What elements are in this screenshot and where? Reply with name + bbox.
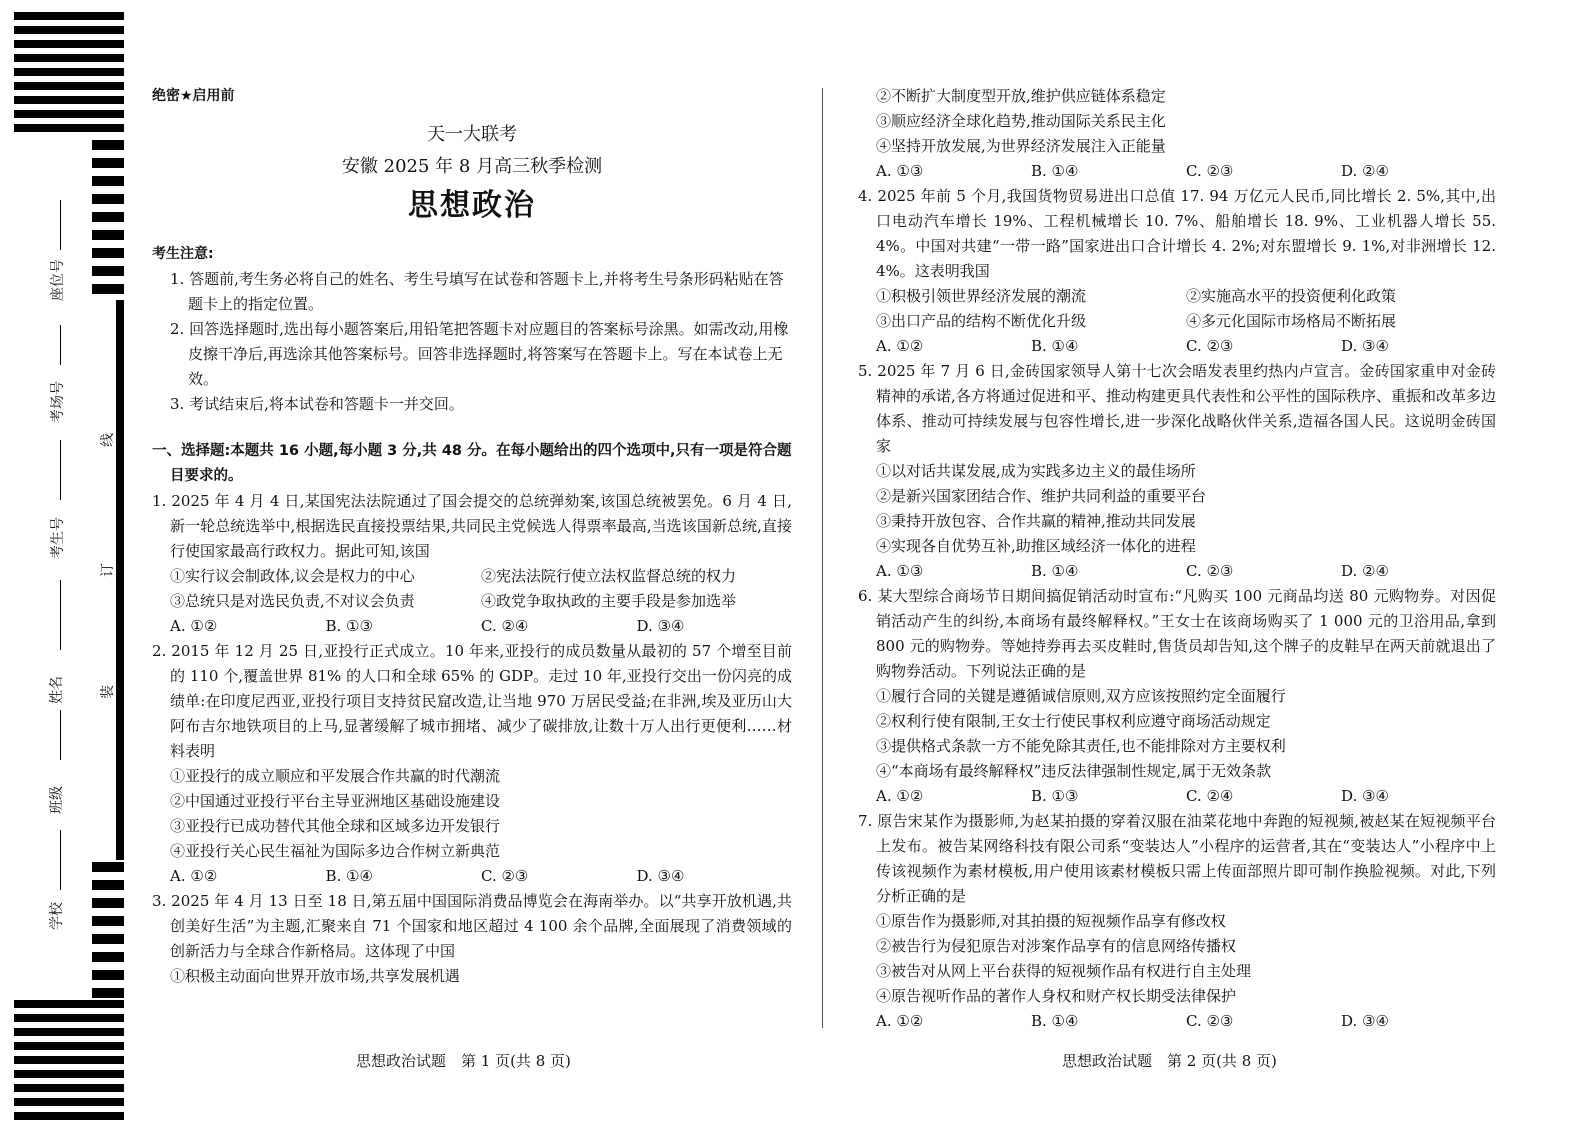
statement-option: ①以对话共谋发展,成为实践多边主义的最佳场所 (876, 462, 1196, 480)
exam-organizer: 天一大联考 (427, 124, 517, 145)
question-stem: 3. 2025 年 4 月 13 日至 18 日,第五届中国国际消费品博览会在海南举办。以“共享开放机遇,共创美好生活”为主题,汇聚来自 71 个国家和地区超过 4 100 余个品牌,全面展现了消费领域的创新活力与全球合作新格局。这体现了中国 (152, 892, 792, 960)
question-stem: 6. 某大型综合商场节日期间搞促销活动时宣布:“凡购买 100 元商品均送 80 元购物券。对因促销活动产生的纠纷,本商场有最终解释权。”王女士在该商场购买了 1 000 元的卫浴用品,拿到 800 元的购物券。等她持券再去买皮鞋时,售货员却告知,这个牌子的皮鞋早在两天前就退出了购物券活动。下列说法正确的是 (858, 587, 1496, 680)
statement-option: ④实现各自优势互补,助推区域经济一体化的进程 (876, 537, 1196, 555)
answer-choice-a: A. ①② (876, 337, 924, 355)
statement-option: ③出口产品的结构不断优化升级 (876, 312, 1087, 330)
answer-choice-a: A. ①② (876, 787, 924, 805)
field-line (60, 710, 61, 760)
notice-title: 考生注意: (152, 246, 214, 262)
question-stem: 4. 2025 年前 5 个月,我国货物贸易进出口总值 17. 94 万亿元人民币,同比增长 2. 5%,其中,出口电动汽车增长 19%、工程机械增长 10. 7%、船舶增长 18. 9%、工业机器人增长 55. 4%。中国对共建“一带一路”国家进出口合计增长 4. 2%;对东盟增长 9. 1%,对非洲增长 12. 4%。这表明我国 (858, 187, 1496, 280)
answer-choice-a: A. ①② (170, 867, 218, 885)
answer-choice-c: C. ②③ (1186, 1012, 1234, 1030)
answer-choice-d: D. ③④ (1341, 787, 1389, 805)
answer-choice-d: D. ③④ (636, 867, 685, 885)
statement-option: ①实行议会制政体,议会是权力的中心 (170, 567, 415, 585)
answer-choice-c: C. ②③ (481, 867, 529, 885)
field-name-label: 姓名 (49, 676, 65, 704)
answer-choice-b: B. ①④ (1031, 337, 1079, 355)
notice-item: 2. 回答选择题时,选出每小题答案后,用铅笔把答题卡对应题目的答案标号涂黑。如需改动,用橡皮擦干净后,再选涂其他答案标号。回答非选择题时,将答案写在答题卡上。写在本试卷上无效。 (170, 320, 789, 388)
answer-choice-d: D. ②④ (1341, 562, 1389, 580)
answer-choice-c: C. ②④ (1186, 787, 1234, 805)
answer-choice-d: D. ③④ (1341, 1012, 1389, 1030)
statement-option: ②不断扩大制度型开放,维护供应链体系稳定 (876, 87, 1166, 105)
page-footer-2: 思想政治试题 第 2 页(共 8 页) (1062, 1052, 1277, 1070)
field-line (60, 200, 61, 250)
answer-choice-d: D. ②④ (1341, 162, 1389, 180)
question-3-continued (858, 84, 1496, 184)
question-stem: 2. 2015 年 12 月 25 日,亚投行正式成立。10 年来,亚投行的成员数量从最初的 57 个增至目前的 110 个,覆盖世界 81% 的人口和全球 65% 的 GDP。走过 10 年,亚投行交出一份闪亮的成绩单:在印度尼西亚,亚投行项目支持贫民窟改造,让当地 970 万居民受益;在非洲,埃及亚历山大阿布吉尔地铁项目的上马,显著缓解了城市拥堵、减少了碳排放,让数十万人出行更便利……材料表明 (152, 642, 792, 760)
statement-option: ①积极引领世界经济发展的潮流 (876, 287, 1087, 305)
field-room-label: 考场号 (50, 381, 66, 423)
answer-choice-d: D. ③④ (1341, 337, 1389, 355)
question-5 (858, 359, 1496, 584)
question-4 (858, 184, 1496, 359)
answer-choice-c: C. ②④ (481, 617, 529, 635)
statement-option: ①积极主动面向世界开放市场,共享发展机遇 (170, 967, 460, 985)
confidential-mark: 绝密★启用前 (152, 88, 235, 104)
statement-option: ③顺应经济全球化趋势,推动国际关系民主化 (876, 112, 1166, 130)
statement-option: ②被告行为侵犯原告对涉案作品享有的信息网络传播权 (876, 937, 1237, 955)
field-line (60, 830, 61, 890)
field-class-label: 班级 (49, 786, 65, 814)
statement-option: ④原告视听作品的著作人身权和财产权长期受法律保护 (876, 987, 1237, 1005)
statement-option: ②实施高水平的投资便利化政策 (1186, 287, 1397, 305)
statement-option: ③秉持开放包容、合作共赢的精神,推动共同发展 (876, 512, 1196, 530)
notice-item: 1. 答题前,考生务必将自己的姓名、考生号填写在试卷和答题卡上,并将考生号条形码粘贴在答题卡上的指定位置。 (170, 270, 784, 313)
cut-line-char: 装 (100, 685, 116, 699)
binding-margin (0, 0, 140, 1138)
statement-option: ③提供格式条款一方不能免除其责任,也不能排除对方主要权利 (876, 737, 1286, 755)
answer-choice-c: C. ②③ (1186, 562, 1234, 580)
statement-option: ③亚投行已成功替代其他全球和区域多边开发银行 (170, 817, 501, 835)
answer-choice-a: A. ①③ (876, 562, 924, 580)
statement-option: ②是新兴国家团结合作、维护共同利益的重要平台 (876, 487, 1207, 505)
statement-option: ②权利行使有限制,王女士行使民事权利应遵守商场活动规定 (876, 712, 1271, 730)
answer-choice-c: C. ②③ (1186, 337, 1234, 355)
question-3 (152, 889, 792, 989)
statement-option: ①履行合同的关键是遵循诚信原则,双方应该按照约定全面履行 (876, 687, 1286, 705)
field-line (60, 440, 61, 500)
answer-choice-b: B. ①④ (325, 867, 373, 885)
exam-title: 安徽 2025 年 8 月高三秋季检测 (341, 156, 603, 177)
statement-option: ④政党争取执政的主要手段是参加选举 (481, 592, 737, 610)
field-line (60, 325, 61, 365)
answer-choice-c: C. ②③ (1186, 162, 1234, 180)
notice-item: 3. 考试结束后,将本试卷和答题卡一并交回。 (170, 395, 464, 413)
question-1 (152, 489, 792, 639)
question-6 (858, 584, 1496, 809)
answer-choice-b: B. ①③ (1031, 787, 1079, 805)
question-stem: 1. 2025 年 4 月 4 日,某国宪法法院通过了国会提交的总统弹劾案,该国总统被罢免。6 月 4 日,新一轮总统选举中,根据选民直接投票结果,共同民主党候选人得票率最高,当选该国新总统,直接行使国家最高行政权力。据此可知,该国 (152, 492, 792, 560)
section-heading: 一、选择题:本题共 16 小题,每小题 3 分,共 48 分。在每小题给出的四个选项中,只有一项是符合题目要求的。 (152, 443, 792, 484)
statement-option: ②中国通过亚投行平台主导亚洲地区基础设施建设 (170, 792, 501, 810)
cut-line-char: 订 (100, 563, 116, 577)
answer-choice-a: A. ①② (876, 1012, 924, 1030)
field-line (60, 580, 61, 650)
answer-choice-a: A. ①③ (876, 162, 924, 180)
statement-option: ①亚投行的成立顺应和平发展合作共赢的时代潮流 (170, 767, 501, 785)
statement-option: ④“本商场有最终解释权”违反法律强制性规定,属于无效条款 (876, 762, 1272, 780)
statement-option: ④坚持开放发展,为世界经济发展注入正能量 (876, 137, 1166, 155)
answer-choice-b: B. ①④ (1031, 562, 1079, 580)
question-7 (858, 809, 1496, 1034)
page-1 (152, 84, 792, 989)
answer-choice-a: A. ①② (170, 617, 218, 635)
page-footer-1: 思想政治试题 第 1 页(共 8 页) (356, 1052, 571, 1070)
subject-title: 思想政治 (408, 188, 536, 223)
field-candidate-label: 考生号 (50, 517, 66, 559)
statement-option: ②宪法法院行使立法权监督总统的权力 (481, 567, 737, 585)
question-2 (152, 639, 792, 889)
answer-choice-b: B. ①④ (1031, 1012, 1079, 1030)
answer-choice-b: B. ①③ (325, 617, 373, 635)
question-stem: 5. 2025 年 7 月 6 日,金砖国家领导人第十七次会晤发表里约热内卢宣言。金砖国家重申对金砖精神的承诺,各方将通过促进和平、推动构建更具代表性和公平性的国际秩序、重振和改革多边体系、推动可持续发展与包容性增长,进一步深化战略伙伴关系,造福各国人民。这说明金砖国家 (858, 362, 1496, 455)
statement-option: ④亚投行关心民生福祉为国际多边合作树立新典范 (170, 842, 501, 860)
statement-option: ③被告对从网上平台获得的短视频作品有权进行自主处理 (876, 962, 1252, 980)
statement-option: ③总统只是对选民负责,不对议会负责 (170, 592, 415, 610)
question-stem: 7. 原告宋某作为摄影师,为赵某拍摄的穿着汉服在油菜花地中奔跑的短视频,被赵某在短视频平台上发布。被告某网络科技有限公司系“变装达人”小程序的运营者,其在“变装达人”小程序中上传该视频作为素材模板,用户使用该素材模板只需上传面部照片即可制作换脸视频。对此,下列分析正确的是 (858, 812, 1496, 905)
statement-option: ①原告作为摄影师,对其拍摄的短视频作品享有修改权 (876, 912, 1226, 930)
answer-choice-d: D. ③④ (636, 617, 685, 635)
column-divider (822, 88, 823, 1028)
answer-choice-b: B. ①④ (1031, 162, 1079, 180)
field-seat-label: 座位号 (50, 259, 66, 301)
page-2 (858, 84, 1496, 1034)
field-school-label: 学校 (49, 902, 65, 930)
statement-option: ④多元化国际市场格局不断拓展 (1186, 312, 1397, 330)
cut-line-char: 线 (100, 433, 116, 447)
